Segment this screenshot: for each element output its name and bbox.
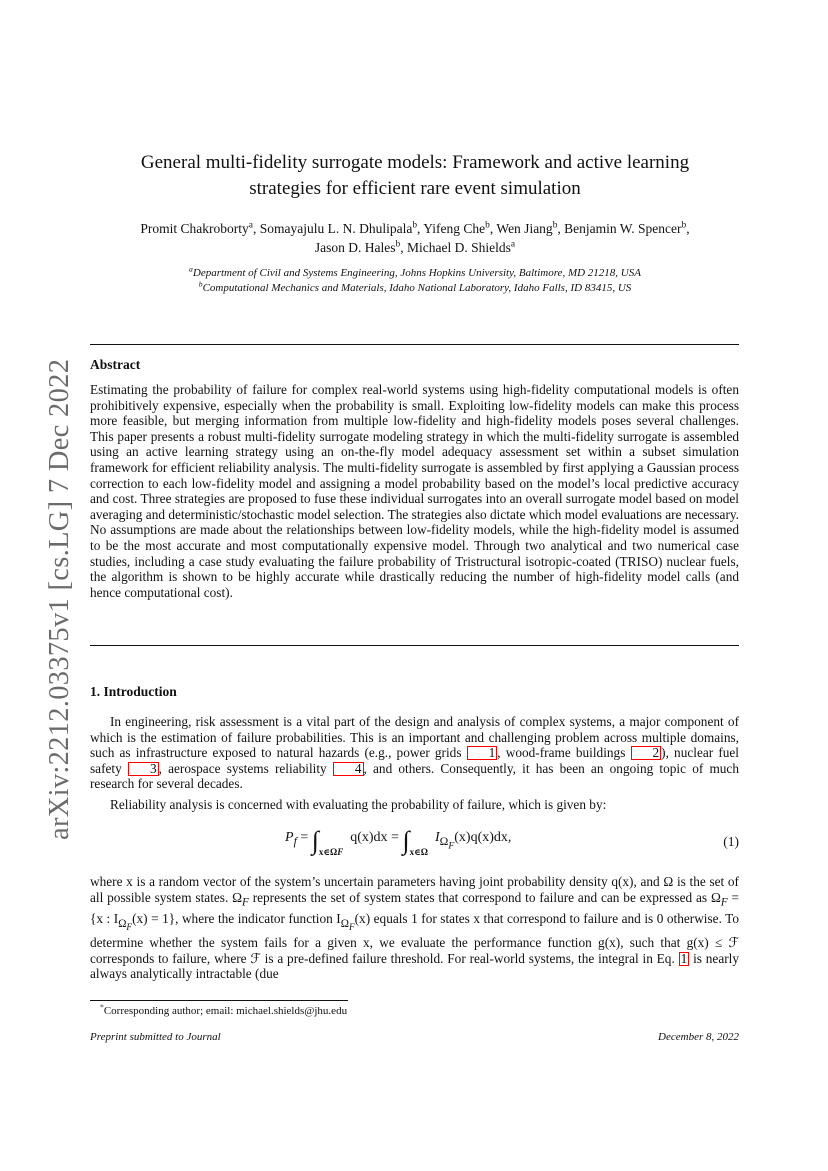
title-line-2: strategies for efficient rare event simulation xyxy=(249,178,581,199)
affiliation-mark: a xyxy=(189,264,193,274)
author-affiliation-mark: a xyxy=(510,239,516,250)
citation-link[interactable]: 4 xyxy=(333,762,364,776)
footnote xyxy=(100,1002,348,1017)
author-affiliation-mark: b xyxy=(412,220,418,231)
integral-sign: ∫ xyxy=(402,826,410,855)
integral-sign: ∫ xyxy=(311,826,319,855)
footer-date: December 8, 2022 xyxy=(658,1031,739,1043)
citation-link[interactable]: 2 xyxy=(631,746,662,760)
paper-title xyxy=(90,150,740,202)
abstract-text: Estimating the probability of failure for complex real-world systems using high-fidelity computational models is often prohibitively expensive, especially when the probability is small. Exploiting low-fidelity models can make this process more feasible, but merging information from multiple low-fidelity and high-fidelity models poses several challenges. This paper presents a robust multi-fidelity surrogate modeling strategy in which the multi-fidelity surrogate is assembled using an active learning strategy using an on-the-fly model adequacy assessment set within a subset simulation framework for efficient reliability analysis. The multi-fidelity surrogate is assembled by first applying a Gaussian process correction to each low-fidelity model and assigning a model probability based on the model’s local predictive accuracy and cost. Three strategies are proposed to fuse these individual surrogates into an overall surrogate model based on model averaging and deterministic/stochastic model selection. The strategies also dictate which model evaluations are necessary. No assumptions are made about the relationships between low-fidelity models, while the high-fidelity model is assumed to be the most accurate and most computationally expensive model. Through two analytical and two numerical case studies, including a case study evaluating the failure probability of Tristructural isotropic-coated (TRISO) nuclear fuels, the algorithm is shown to be highly accurate while drastically reducing the number of high-fidelity model calls (and hence computational cost). xyxy=(90,382,739,600)
equation-1 xyxy=(90,820,739,866)
footer-preprint: Preprint submitted to Journal xyxy=(90,1031,221,1043)
affiliation-mark: b xyxy=(198,279,203,289)
citation-link[interactable]: 3 xyxy=(128,762,159,776)
affiliation: Computational Mechanics and Materials, Idaho National Laboratory, Idaho Falls, ID 83415, US xyxy=(202,282,632,294)
author: Yifeng Che xyxy=(423,221,486,236)
intro-paragraph-1: In engineering, risk assessment is a vital part of the design and analysis of complex systems, a major component of which is the estimation of failure probabilities. This is an important and challenging problem across multiple domains, such as infrastructure exposed to natural hazards (e.g., power grids 1 , wood-frame buildings 2 ), nuclear fuel safety 3 , aerospace systems reliability 4 , and others. Consequently, it has been an ongoing topic of much research for several decades. xyxy=(90,714,739,792)
citation-link[interactable]: 1 xyxy=(467,746,498,760)
title-line-1: General multi-fidelity surrogate models: Framework and active learning xyxy=(140,152,690,173)
author: Jason D. Hales xyxy=(314,240,396,255)
section-heading-introduction: 1. Introduction xyxy=(90,684,177,699)
author: Michael D. Shields xyxy=(407,240,511,255)
author: Promit Chakroborty xyxy=(140,221,249,236)
affiliations xyxy=(90,266,740,296)
intro-paragraph-3: where x is a random vector of the system’s uncertain parameters having joint probability density q(x), and Ω is the set of all possible system states. $\Omega_F$ represents the set of system states that correspond to failure and can be expressed as $\Omega_F = \{x$ : $I_{\Omega_F}(x) = 1$}, where the indicator function $I_{\Omega_F}(x)$ equals 1 for states x that correspond to failure and is 0 otherwise. To determine whether the system fails for a given x, we evaluate the performance function g(x), such that g(x) ≤ ℱ corresponds to failure, where ℱ is a pre-defined failure threshold. For real-world systems, the integral in Eq. 1 is nearly always analytically intractable (due xyxy=(90,874,740,982)
equation-number: (1) xyxy=(723,834,739,849)
citation-link[interactable]: 1 xyxy=(680,950,688,966)
footnote-mark: * xyxy=(100,1002,104,1012)
footnote-text: Corresponding author; email: michael.shields@jhu.edu xyxy=(103,1005,348,1017)
intro-paragraph-2: Reliability analysis is concerned with evaluating the probability of failure, which is given by: xyxy=(110,797,607,812)
author-affiliation-mark: b xyxy=(485,220,490,231)
author-affiliation-mark: b xyxy=(681,220,687,231)
abstract-heading: Abstract xyxy=(90,357,141,372)
author: Somayajulu L. N. Dhulipala xyxy=(259,221,413,236)
author: Benjamin W. Spencer xyxy=(564,221,682,236)
author-list: Promit Chakroborty$^a$, Somayajulu L. N. Dhulipala$^b$, Yifeng Che$^b$, Wen Jiang$^b$, Benjamin W. Spencer$^b$, Jason D. Hales$^b$, Michael D. Shields$^a$ xyxy=(140,220,690,255)
abstract-top-rule xyxy=(90,344,739,345)
affiliation: Department of Civil and Systems Engineering, Johns Hopkins University, Baltimore, MD 21218, USA xyxy=(192,267,641,279)
abstract-bottom-rule xyxy=(90,645,739,646)
author-affiliation-mark: b xyxy=(395,239,401,250)
equation-body: $P_f = \int_{x\in\Omega F}$ $q(x)dx = \int_{x\in\Omega}$ $I_{\Omega_F}(x)q(x)dx$, xyxy=(285,826,512,857)
author-affiliation-mark: a xyxy=(248,220,253,231)
author: Wen Jiang xyxy=(496,221,553,236)
footnote-rule xyxy=(90,1000,348,1001)
arxiv-identifier: arXiv:2212.03375v1 [cs.LG] 7 Dec 2022 xyxy=(44,358,75,840)
author-affiliation-mark: b xyxy=(552,220,558,231)
